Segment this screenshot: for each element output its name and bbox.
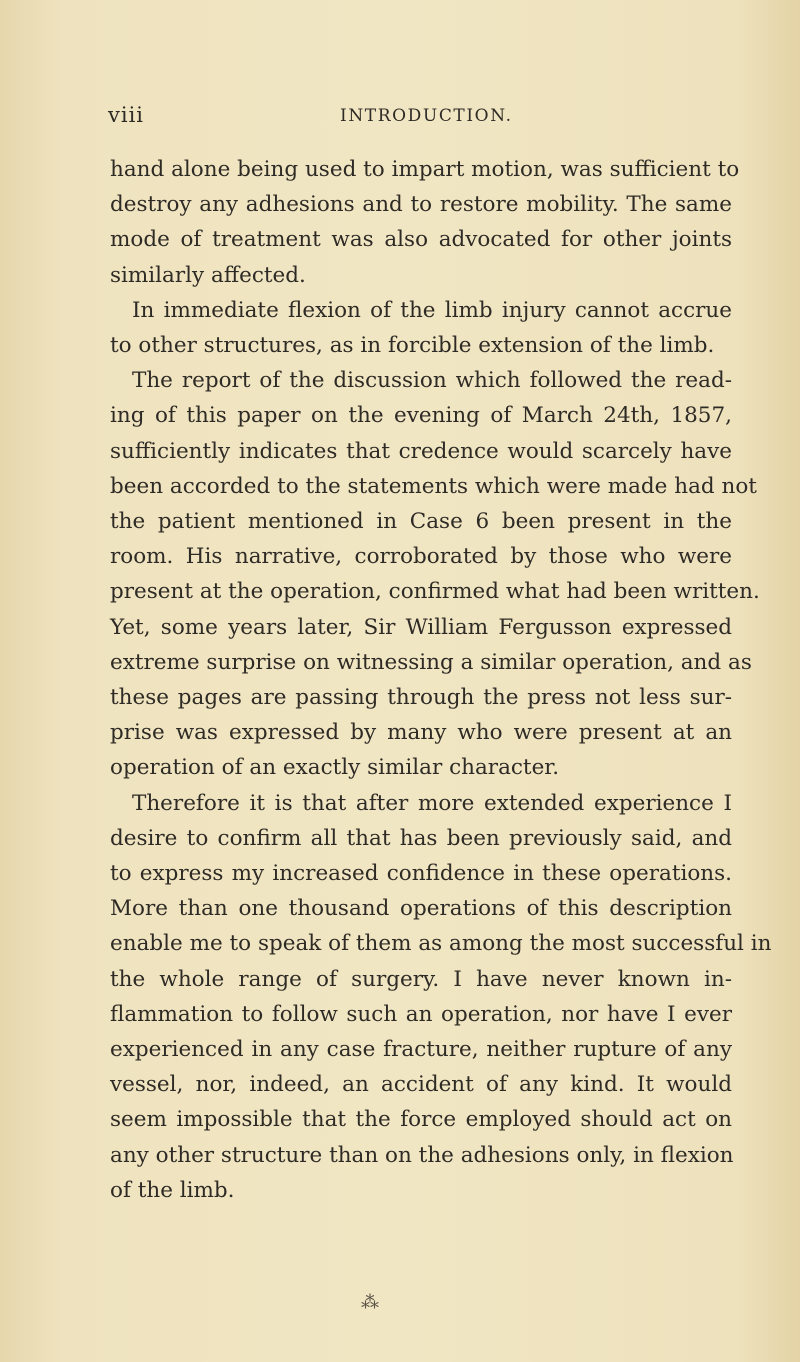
- text-line: The report of the discussion which followed the read-: [132, 368, 732, 394]
- running-title: INTRODUCTION.: [340, 106, 513, 126]
- text-line: enable me to speak of them as among the most successful in: [110, 931, 772, 957]
- text-line: to other structures, as in forcible extension of the limb.: [110, 333, 715, 359]
- text-line: experienced in any case fracture, neither rupture of any: [110, 1037, 732, 1063]
- text-line: Yet, some years later, Sir William Fergusson expressed: [110, 614, 732, 640]
- text-line: of the limb.: [110, 1177, 235, 1203]
- text-line: operation of an exactly similar character.: [110, 755, 560, 781]
- text-line: extreme surprise on witnessing a similar operation, and as: [110, 649, 752, 675]
- paragraph-1: [110, 152, 740, 293]
- text-line: ing of this paper on the evening of March 24th, 1857,: [110, 403, 732, 429]
- text-line: desire to confirm all that has been previously said, and: [110, 825, 732, 851]
- text-line: any other structure than on the adhesions only, in flexion: [110, 1142, 734, 1168]
- body-text: [110, 152, 772, 1208]
- text-line: Therefore it is that after more extended experience I: [132, 790, 732, 816]
- paragraph-4: [110, 786, 772, 1208]
- text-line: vessel, nor, indeed, an accident of any kind. It would: [110, 1072, 732, 1098]
- page-number: viii: [108, 103, 145, 127]
- text-line: In immediate flexion of the limb injury cannot accrue: [132, 297, 732, 323]
- text-line: destroy any adhesions and to restore mobility. The same: [110, 192, 732, 218]
- text-line: present at the operation, confirmed what had been written.: [110, 579, 760, 605]
- text-line: room. His narrative, corroborated by those who were: [110, 544, 732, 570]
- text-line: these pages are passing through the press not less sur-: [110, 685, 732, 711]
- paragraph-3: [110, 363, 760, 785]
- text-line: been accorded to the statements which were made had not: [110, 473, 757, 499]
- text-line: seem impossible that the force employed should act on: [110, 1107, 732, 1133]
- text-line: to express my increased confidence in these operations.: [110, 861, 732, 887]
- text-line: flammation to follow such an operation, nor have I ever: [110, 1001, 732, 1027]
- text-line: hand alone being used to impart motion, was sufficient to: [110, 157, 740, 182]
- text-line: sufficiently indicates that credence would scarcely have: [110, 438, 732, 464]
- text-line: the patient mentioned in Case 6 been present in the: [110, 509, 732, 535]
- paragraph-2: [110, 293, 732, 363]
- text-line: similarly affected.: [110, 262, 306, 288]
- asterism-ornament-icon: ⁂: [361, 1292, 379, 1313]
- text-line: mode of treatment was also advocated for other joints: [110, 227, 732, 253]
- running-head: [108, 103, 708, 133]
- text-line: prise was expressed by many who were present at an: [110, 720, 732, 746]
- text-line: More than one thousand operations of this description: [110, 896, 732, 922]
- text-line: the whole range of surgery. I have never known in-: [110, 966, 732, 992]
